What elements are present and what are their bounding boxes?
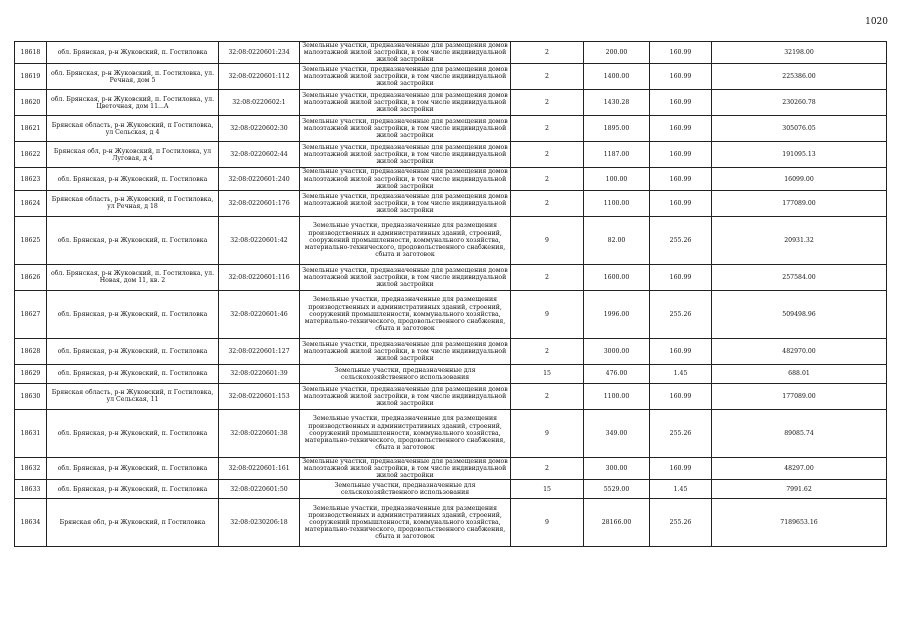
address-cell: обл. Брянская, р-н Жуковский, п. Гостиловка, ул. Речная, дом 5 (47, 64, 219, 90)
row-id-cell: 18633 (15, 480, 47, 499)
land-use-cell: Земельные участки, предназначенные для размещения домов малоэтажной жилой застройки, в том числе индивидуальной жилой застройки (300, 168, 511, 190)
cadastral-value-cell: 7189653.16 (712, 499, 887, 547)
specific-value-cell: 1.45 (650, 480, 712, 499)
specific-value-cell: 160.99 (650, 190, 712, 216)
cadastral-number-cell: 32:08:0220601:161 (219, 457, 300, 479)
area-cell: 349.00 (584, 409, 650, 457)
row-id-cell: 18624 (15, 190, 47, 216)
land-use-cell: Земельные участки, предназначенные для размещения производственных и административных зданий, строений, сооружений промышленности, коммунального хозяйства, материально-технического, продовольственного снабжения, сбыта и заготовок (300, 216, 511, 264)
land-use-cell: Земельные участки, предназначенные для размещения производственных и административных зданий, строений, сооружений промышленности, коммунального хозяйства, материально-технического, продовольственного снабжения, сбыта и заготовок (300, 499, 511, 547)
row-id-cell: 18625 (15, 216, 47, 264)
cadastral-value-cell: 509498.96 (712, 290, 887, 338)
specific-value-cell: 255.26 (650, 409, 712, 457)
specific-value-cell: 255.26 (650, 216, 712, 264)
row-id-cell: 18620 (15, 90, 47, 116)
group-cell: 2 (511, 116, 584, 142)
address-cell: обл. Брянская, р-н Жуковский, п. Гостиловка (47, 216, 219, 264)
table-row (15, 290, 887, 338)
address-cell: обл. Брянская, р-н Жуковский, п. Гостиловка, ул. Новая, дом 11, кв. 2 (47, 264, 219, 290)
specific-value-cell: 160.99 (650, 116, 712, 142)
table-row (15, 457, 887, 479)
group-cell: 9 (511, 290, 584, 338)
group-cell: 2 (511, 457, 584, 479)
cadastral-value-cell: 89085.74 (712, 409, 887, 457)
address-cell: Брянская обл, р-н Жуковский, п Гостиловка, ул Луговая, д 4 (47, 142, 219, 168)
cadastral-number-cell: 32:08:0220602:1 (219, 90, 300, 116)
cadastral-number-cell: 32:08:0220601:153 (219, 383, 300, 409)
row-id-cell: 18629 (15, 364, 47, 383)
area-cell: 1996.00 (584, 290, 650, 338)
cadastral-number-cell: 32:08:0220601:116 (219, 264, 300, 290)
group-cell: 2 (511, 142, 584, 168)
land-use-cell: Земельные участки, предназначенные для размещения домов малоэтажной жилой застройки, в том числе индивидуальной жилой застройки (300, 90, 511, 116)
address-cell: обл. Брянская, р-н Жуковский, п. Гостиловка (47, 42, 219, 64)
area-cell: 1430.28 (584, 90, 650, 116)
address-cell: обл. Брянская, р-н Жуковский, п. Гостиловка (47, 409, 219, 457)
area-cell: 1187.00 (584, 142, 650, 168)
area-cell: 476.00 (584, 364, 650, 383)
row-id-cell: 18618 (15, 42, 47, 64)
cadastral-number-cell: 32:08:0220601:234 (219, 42, 300, 64)
cadastral-number-cell: 32:08:0220601:176 (219, 190, 300, 216)
table-row (15, 116, 887, 142)
area-cell: 3000.00 (584, 338, 650, 364)
row-id-cell: 18621 (15, 116, 47, 142)
group-cell: 2 (511, 64, 584, 90)
table-row (15, 338, 887, 364)
cadastral-number-cell: 32:08:0220601:46 (219, 290, 300, 338)
area-cell: 1100.00 (584, 190, 650, 216)
land-use-cell: Земельные участки, предназначенные для сельскохозяйственного использования (300, 364, 511, 383)
cadastral-value-cell: 257584.00 (712, 264, 887, 290)
land-use-cell: Земельные участки, предназначенные для сельскохозяйственного использования (300, 480, 511, 499)
land-use-cell: Земельные участки, предназначенные для размещения домов малоэтажной жилой застройки, в том числе индивидуальной жилой застройки (300, 338, 511, 364)
cadastral-value-cell: 7991.62 (712, 480, 887, 499)
group-cell: 15 (511, 480, 584, 499)
table-row (15, 264, 887, 290)
address-cell: обл. Брянская, р-н Жуковский, п. Гостиловка, ул. Цветочная, дом 11...А (47, 90, 219, 116)
area-cell: 200.00 (584, 42, 650, 64)
table-row (15, 190, 887, 216)
address-cell: Брянская область, р-н Жуковский, п Гостиловка, ул Сельская, 11 (47, 383, 219, 409)
area-cell: 300.00 (584, 457, 650, 479)
table-row (15, 409, 887, 457)
table-row (15, 168, 887, 190)
table-row (15, 480, 887, 499)
table-row (15, 42, 887, 64)
area-cell: 28166.00 (584, 499, 650, 547)
row-id-cell: 18626 (15, 264, 47, 290)
land-use-cell: Земельные участки, предназначенные для размещения домов малоэтажной жилой застройки, в том числе индивидуальной жилой застройки (300, 116, 511, 142)
area-cell: 5529.00 (584, 480, 650, 499)
group-cell: 2 (511, 168, 584, 190)
area-cell: 82.00 (584, 216, 650, 264)
group-cell: 15 (511, 364, 584, 383)
row-id-cell: 18628 (15, 338, 47, 364)
cadastral-number-cell: 32:08:0220602:30 (219, 116, 300, 142)
address-cell: обл. Брянская, р-н Жуковский, п. Гостиловка (47, 290, 219, 338)
specific-value-cell: 160.99 (650, 42, 712, 64)
cadastral-value-cell: 32198.00 (712, 42, 887, 64)
area-cell: 1895.00 (584, 116, 650, 142)
table-row (15, 142, 887, 168)
specific-value-cell: 160.99 (650, 457, 712, 479)
page-number: 1020 (865, 17, 888, 27)
address-cell: обл. Брянская, р-н Жуковский, п. Гостиловка (47, 457, 219, 479)
group-cell: 9 (511, 216, 584, 264)
area-cell: 1400.00 (584, 64, 650, 90)
table-row (15, 64, 887, 90)
group-cell: 2 (511, 42, 584, 64)
specific-value-cell: 1.45 (650, 364, 712, 383)
land-use-cell: Земельные участки, предназначенные для размещения домов малоэтажной жилой застройки, в том числе индивидуальной жилой застройки (300, 457, 511, 479)
cadastral-value-cell: 177089.00 (712, 190, 887, 216)
cadastral-value-cell: 225386.00 (712, 64, 887, 90)
land-use-cell: Земельные участки, предназначенные для размещения производственных и административных зданий, строений, сооружений промышленности, коммунального хозяйства, материально-технического, продовольственного снабжения, сбыта и заготовок (300, 409, 511, 457)
cadastral-number-cell: 32:08:0220601:127 (219, 338, 300, 364)
land-use-cell: Земельные участки, предназначенные для размещения домов малоэтажной жилой застройки, в том числе индивидуальной жилой застройки (300, 142, 511, 168)
cadastral-number-cell: 32:08:0220601:240 (219, 168, 300, 190)
table-row (15, 216, 887, 264)
address-cell: обл. Брянская, р-н Жуковский, п. Гостиловка (47, 480, 219, 499)
area-cell: 1600.00 (584, 264, 650, 290)
land-use-cell: Земельные участки, предназначенные для размещения домов малоэтажной жилой застройки, в том числе индивидуальной жилой застройки (300, 64, 511, 90)
group-cell: 2 (511, 383, 584, 409)
row-id-cell: 18632 (15, 457, 47, 479)
cadastral-value-table (14, 41, 887, 547)
table-row (15, 364, 887, 383)
group-cell: 9 (511, 409, 584, 457)
address-cell: обл. Брянская, р-н Жуковский, п. Гостиловка (47, 168, 219, 190)
row-id-cell: 18630 (15, 383, 47, 409)
cadastral-value-cell: 230260.78 (712, 90, 887, 116)
cadastral-value-cell: 20931.32 (712, 216, 887, 264)
specific-value-cell: 160.99 (650, 383, 712, 409)
area-cell: 100.00 (584, 168, 650, 190)
specific-value-cell: 160.99 (650, 142, 712, 168)
row-id-cell: 18623 (15, 168, 47, 190)
row-id-cell: 18619 (15, 64, 47, 90)
table-row (15, 499, 887, 547)
table-row (15, 90, 887, 116)
row-id-cell: 18631 (15, 409, 47, 457)
cadastral-number-cell: 32:08:0220601:42 (219, 216, 300, 264)
cadastral-number-cell: 32:08:0230206:18 (219, 499, 300, 547)
specific-value-cell: 255.26 (650, 290, 712, 338)
row-id-cell: 18634 (15, 499, 47, 547)
address-cell: Брянская область, р-н Жуковский, п Гостиловка, ул Речная, д 18 (47, 190, 219, 216)
land-use-cell: Земельные участки, предназначенные для размещения домов малоэтажной жилой застройки, в том числе индивидуальной жилой застройки (300, 42, 511, 64)
cadastral-number-cell: 32:08:0220601:39 (219, 364, 300, 383)
cadastral-value-cell: 688.01 (712, 364, 887, 383)
group-cell: 2 (511, 264, 584, 290)
cadastral-value-cell: 305076.05 (712, 116, 887, 142)
row-id-cell: 18622 (15, 142, 47, 168)
land-use-cell: Земельные участки, предназначенные для размещения домов малоэтажной жилой застройки, в том числе индивидуальной жилой застройки (300, 190, 511, 216)
specific-value-cell: 160.99 (650, 264, 712, 290)
specific-value-cell: 160.99 (650, 338, 712, 364)
area-cell: 1100.00 (584, 383, 650, 409)
address-cell: обл. Брянская, р-н Жуковский, п. Гостиловка (47, 364, 219, 383)
address-cell: Брянская область, р-н Жуковский, п Гостиловка, ул Сельская, д 4 (47, 116, 219, 142)
cadastral-value-cell: 177089.00 (712, 383, 887, 409)
land-use-cell: Земельные участки, предназначенные для размещения домов малоэтажной жилой застройки, в том числе индивидуальной жилой застройки (300, 383, 511, 409)
address-cell: обл. Брянская, р-н Жуковский, п. Гостиловка (47, 338, 219, 364)
specific-value-cell: 160.99 (650, 90, 712, 116)
cadastral-value-cell: 482970.00 (712, 338, 887, 364)
row-id-cell: 18627 (15, 290, 47, 338)
specific-value-cell: 160.99 (650, 64, 712, 90)
land-use-cell: Земельные участки, предназначенные для размещения домов малоэтажной жилой застройки, в том числе индивидуальной жилой застройки (300, 264, 511, 290)
group-cell: 2 (511, 338, 584, 364)
specific-value-cell: 160.99 (650, 168, 712, 190)
cadastral-number-cell: 32:08:0220602:44 (219, 142, 300, 168)
group-cell: 2 (511, 90, 584, 116)
cadastral-number-cell: 32:08:0220601:38 (219, 409, 300, 457)
table-row (15, 383, 887, 409)
cadastral-number-cell: 32:08:0220601:112 (219, 64, 300, 90)
land-use-cell: Земельные участки, предназначенные для размещения производственных и административных зданий, строений, сооружений промышленности, коммунального хозяйства, материально-технического, продовольственного снабжения, сбыта и заготовок (300, 290, 511, 338)
specific-value-cell: 255.26 (650, 499, 712, 547)
cadastral-value-cell: 48297.00 (712, 457, 887, 479)
address-cell: Брянская обл, р-н Жуковский, п Гостиловка (47, 499, 219, 547)
group-cell: 2 (511, 190, 584, 216)
cadastral-value-cell: 191095.13 (712, 142, 887, 168)
group-cell: 9 (511, 499, 584, 547)
cadastral-number-cell: 32:08:0220601:50 (219, 480, 300, 499)
cadastral-value-cell: 16099.00 (712, 168, 887, 190)
